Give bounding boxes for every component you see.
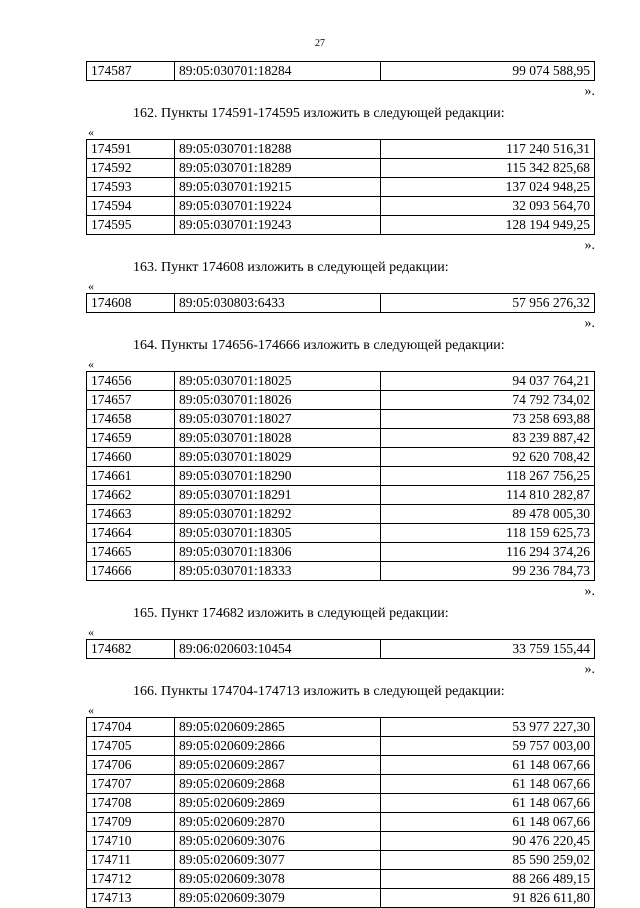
- cadastral-value-cell: 73 258 693,88: [381, 410, 595, 429]
- item-number-cell: 174712: [87, 870, 175, 889]
- item-number-cell: 174705: [87, 737, 175, 756]
- item-number-cell: 174664: [87, 524, 175, 543]
- item-number-cell: 174663: [87, 505, 175, 524]
- item-number-cell: 174704: [87, 718, 175, 737]
- item-number-cell: 174706: [87, 756, 175, 775]
- cadastral-number-cell: 89:05:030701:18305: [175, 524, 381, 543]
- cadastral-number-cell: 89:05:030701:18284: [175, 62, 381, 81]
- cadastral-number-cell: 89:05:030803:6433: [175, 294, 381, 313]
- opening-quote: «: [88, 625, 94, 639]
- cadastral-value-cell: 118 159 625,73: [381, 524, 595, 543]
- amendment-block: [86, 603, 595, 681]
- cadastral-number-cell: 89:05:020609:2866: [175, 737, 381, 756]
- item-number-cell: 174660: [87, 448, 175, 467]
- cadastral-value-cell: 128 194 949,25: [381, 216, 595, 235]
- cadastral-value-cell: 88 266 489,15: [381, 870, 595, 889]
- cadastral-number-cell: 89:05:020609:3077: [175, 851, 381, 870]
- table-row: [87, 294, 595, 313]
- table-row: [87, 391, 595, 410]
- cadastral-value-table: [86, 61, 595, 81]
- closing-quote: ».: [584, 584, 595, 599]
- cadastral-number-cell: 89:05:020609:2870: [175, 813, 381, 832]
- cadastral-number-cell: 89:05:020609:3078: [175, 870, 381, 889]
- table-row: [87, 543, 595, 562]
- cadastral-value-cell: 59 757 003,00: [381, 737, 595, 756]
- item-number-cell: 174593: [87, 178, 175, 197]
- cadastral-number-cell: 89:05:030701:18026: [175, 391, 381, 410]
- cadastral-value-cell: 117 240 516,31: [381, 140, 595, 159]
- table-row: [87, 197, 595, 216]
- cadastral-value-cell: 61 148 067,66: [381, 775, 595, 794]
- cadastral-value-cell: 114 810 282,87: [381, 486, 595, 505]
- table-row: [87, 429, 595, 448]
- table-row: [87, 718, 595, 737]
- table-row: [87, 562, 595, 581]
- cadastral-value-cell: 91 826 611,80: [381, 889, 595, 908]
- amendment-heading: 165. Пункт 174682 изложить в следующей редакции:: [133, 606, 449, 621]
- item-number-cell: 174713: [87, 889, 175, 908]
- cadastral-value-table: [86, 139, 595, 235]
- cadastral-value-cell: 57 956 276,32: [381, 294, 595, 313]
- cadastral-number-cell: 89:05:030701:19224: [175, 197, 381, 216]
- cadastral-value-cell: 89 478 005,30: [381, 505, 595, 524]
- item-number-cell: 174591: [87, 140, 175, 159]
- table-row: [87, 372, 595, 391]
- table-row: [87, 737, 595, 756]
- cadastral-number-cell: 89:05:030701:18028: [175, 429, 381, 448]
- item-number-cell: 174711: [87, 851, 175, 870]
- cadastral-value-cell: 94 037 764,21: [381, 372, 595, 391]
- cadastral-number-cell: 89:06:020603:10454: [175, 640, 381, 659]
- cadastral-value-cell: 92 620 708,42: [381, 448, 595, 467]
- opening-quote: «: [88, 125, 94, 139]
- item-number-cell: 174656: [87, 372, 175, 391]
- cadastral-number-cell: 89:05:030701:18291: [175, 486, 381, 505]
- cadastral-value-table: [86, 371, 595, 581]
- cadastral-value-cell: 85 590 259,02: [381, 851, 595, 870]
- item-number-cell: 174707: [87, 775, 175, 794]
- amendment-block: [86, 61, 595, 103]
- cadastral-value-cell: 90 476 220,45: [381, 832, 595, 851]
- opening-quote: «: [88, 279, 94, 293]
- cadastral-number-cell: 89:05:030701:18025: [175, 372, 381, 391]
- cadastral-number-cell: 89:05:030701:18029: [175, 448, 381, 467]
- table-row: [87, 140, 595, 159]
- item-number-cell: 174592: [87, 159, 175, 178]
- amendment-heading: 166. Пункты 174704-174713 изложить в следующей редакции:: [133, 684, 505, 699]
- cadastral-value-cell: 61 148 067,66: [381, 813, 595, 832]
- cadastral-number-cell: 89:05:030701:18288: [175, 140, 381, 159]
- item-number-cell: 174587: [87, 62, 175, 81]
- item-number-cell: 174608: [87, 294, 175, 313]
- table-row: [87, 524, 595, 543]
- cadastral-number-cell: 89:05:020609:3076: [175, 832, 381, 851]
- table-row: [87, 870, 595, 889]
- table-row: [87, 775, 595, 794]
- opening-quote: «: [88, 703, 94, 717]
- table-row: [87, 178, 595, 197]
- closing-quote: ».: [584, 662, 595, 677]
- closing-quote: ».: [584, 316, 595, 331]
- cadastral-number-cell: 89:05:020609:3079: [175, 889, 381, 908]
- cadastral-value-cell: 137 024 948,25: [381, 178, 595, 197]
- item-number-cell: 174595: [87, 216, 175, 235]
- amendment-block: [86, 681, 595, 908]
- cadastral-value-cell: 33 759 155,44: [381, 640, 595, 659]
- opening-quote: «: [88, 357, 94, 371]
- amendment-block: [86, 335, 595, 603]
- cadastral-value-cell: 53 977 227,30: [381, 718, 595, 737]
- amendment-block: [86, 103, 595, 257]
- table-row: [87, 159, 595, 178]
- cadastral-number-cell: 89:05:020609:2867: [175, 756, 381, 775]
- cadastral-value-cell: 83 239 887,42: [381, 429, 595, 448]
- item-number-cell: 174659: [87, 429, 175, 448]
- table-row: [87, 486, 595, 505]
- item-number-cell: 174662: [87, 486, 175, 505]
- item-number-cell: 174661: [87, 467, 175, 486]
- cadastral-number-cell: 89:05:020609:2865: [175, 718, 381, 737]
- cadastral-number-cell: 89:05:030701:18333: [175, 562, 381, 581]
- cadastral-value-cell: 116 294 374,26: [381, 543, 595, 562]
- table-row: [87, 410, 595, 429]
- table-row: [87, 851, 595, 870]
- cadastral-value-cell: 74 792 734,02: [381, 391, 595, 410]
- cadastral-number-cell: 89:05:030701:18290: [175, 467, 381, 486]
- cadastral-value-table: [86, 293, 595, 313]
- table-row: [87, 505, 595, 524]
- cadastral-value-cell: 99 074 588,95: [381, 62, 595, 81]
- closing-quote: ».: [584, 84, 595, 99]
- cadastral-value-cell: 32 093 564,70: [381, 197, 595, 216]
- cadastral-value-table: [86, 717, 595, 908]
- item-number-cell: 174594: [87, 197, 175, 216]
- amendment-heading: 163. Пункт 174608 изложить в следующей редакции:: [133, 260, 449, 275]
- page-number: 27: [315, 38, 325, 49]
- item-number-cell: 174709: [87, 813, 175, 832]
- table-row: [87, 448, 595, 467]
- cadastral-number-cell: 89:05:020609:2869: [175, 794, 381, 813]
- amendment-block: [86, 257, 595, 335]
- item-number-cell: 174666: [87, 562, 175, 581]
- amendment-heading: 162. Пункты 174591-174595 изложить в следующей редакции:: [133, 106, 505, 121]
- cadastral-number-cell: 89:05:030701:19243: [175, 216, 381, 235]
- table-row: [87, 813, 595, 832]
- amendment-heading: 164. Пункты 174656-174666 изложить в следующей редакции:: [133, 338, 505, 353]
- cadastral-value-cell: 99 236 784,73: [381, 562, 595, 581]
- cadastral-number-cell: 89:05:030701:18027: [175, 410, 381, 429]
- table-row: [87, 640, 595, 659]
- table-row: [87, 216, 595, 235]
- cadastral-number-cell: 89:05:030701:18292: [175, 505, 381, 524]
- table-row: [87, 832, 595, 851]
- item-number-cell: 174710: [87, 832, 175, 851]
- cadastral-number-cell: 89:05:030701:18306: [175, 543, 381, 562]
- document-body: [86, 61, 595, 908]
- item-number-cell: 174665: [87, 543, 175, 562]
- table-row: [87, 62, 595, 81]
- item-number-cell: 174657: [87, 391, 175, 410]
- closing-quote: ».: [584, 238, 595, 253]
- cadastral-value-table: [86, 639, 595, 659]
- item-number-cell: 174658: [87, 410, 175, 429]
- cadastral-value-cell: 61 148 067,66: [381, 794, 595, 813]
- item-number-cell: 174708: [87, 794, 175, 813]
- cadastral-value-cell: 118 267 756,25: [381, 467, 595, 486]
- cadastral-number-cell: 89:05:030701:18289: [175, 159, 381, 178]
- cadastral-number-cell: 89:05:030701:19215: [175, 178, 381, 197]
- table-row: [87, 467, 595, 486]
- cadastral-number-cell: 89:05:020609:2868: [175, 775, 381, 794]
- item-number-cell: 174682: [87, 640, 175, 659]
- table-row: [87, 794, 595, 813]
- table-row: [87, 756, 595, 775]
- cadastral-value-cell: 61 148 067,66: [381, 756, 595, 775]
- cadastral-value-cell: 115 342 825,68: [381, 159, 595, 178]
